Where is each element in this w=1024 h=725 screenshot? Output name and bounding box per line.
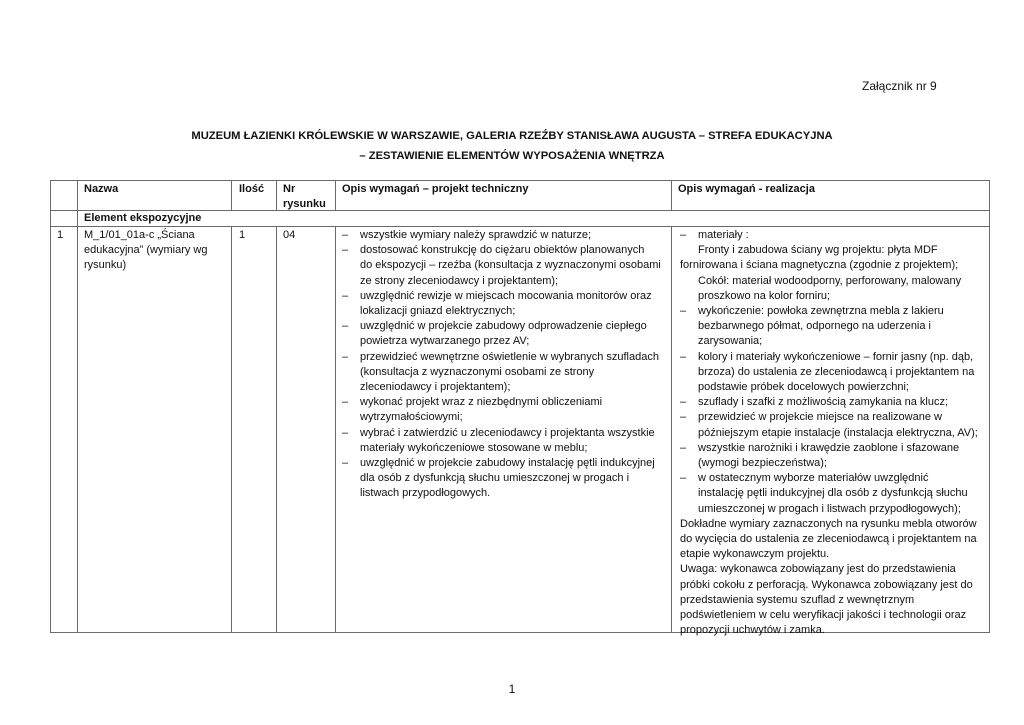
list-line: [342, 274, 661, 289]
list-line-text: (wymogi bezpieczeństwa);: [698, 457, 827, 470]
nazwa-line: M_1/01_01a-c „Ściana: [84, 229, 195, 241]
list-line: [680, 593, 978, 608]
list-line-text: uwzględnić w projekcie zabudowy instalację pętli indukcyjnej: [360, 457, 655, 470]
list-line: [680, 517, 978, 532]
list-line: [680, 289, 978, 304]
list-line: [342, 486, 661, 501]
table-col-divider-2-top: [231, 180, 232, 210]
list-line: [680, 547, 978, 562]
bullet-dash: –: [680, 411, 687, 424]
header-ilosc: Ilość: [239, 183, 265, 195]
table-col-divider-3-top: [276, 180, 277, 210]
list-line: [680, 471, 978, 486]
list-line: [680, 228, 978, 243]
bullet-dash: –: [342, 426, 349, 439]
list-line: [680, 334, 978, 349]
table-col-divider-5-bottom: [671, 226, 672, 633]
list-line: [680, 319, 978, 334]
list-line-text: przedstawienia systemu szuflad z wewnętrznym: [680, 593, 915, 606]
list-line: [680, 562, 978, 577]
list-line: [680, 304, 978, 319]
nazwa-line: rysunku): [84, 259, 127, 272]
list-line: [342, 228, 661, 243]
list-line-text: brzoza) do ustalenia ze zleceniodawcą i projektantem na: [698, 365, 975, 378]
list-line: [680, 410, 978, 425]
bullet-dash: –: [680, 305, 687, 318]
list-line-text: próbki cokołu z perforacją. Wykonawca zobowiązany jest do: [680, 578, 973, 591]
row-opis-realizacja: [680, 228, 978, 638]
list-line: [680, 350, 978, 365]
row-ilosc: 1: [239, 229, 246, 241]
list-line-text: powietrza wytwarzanego przez AV;: [360, 335, 530, 348]
header-opis-realizacja: Opis wymagań - realizacja: [678, 183, 815, 195]
list-line-text: szuflady i szafki z możliwością zamykania na klucz;: [698, 396, 949, 409]
list-line-text: wykończenie: powłoka zewnętrzna mebla z lakieru: [698, 305, 944, 318]
list-line-text: bezbarwnego półmat, odpornego na uderzenia i: [698, 320, 931, 333]
bullet-dash: –: [680, 396, 687, 409]
list-line-text: ze strony zleceniodawcy i projektantem);: [360, 274, 559, 287]
list-line-text: wybrać i zatwierdzić u zleceniodawcy i projektanta wszystkie: [360, 426, 655, 439]
list-line-text: przewidzieć wewnętrzne oświetlenie w wybranych szufladach: [360, 350, 659, 363]
list-line: [680, 365, 978, 380]
document-title: [0, 126, 1024, 166]
bullet-dash: –: [680, 472, 687, 485]
list-line-text: instalację pętli indukcyjnej dla osób z dysfunkcją słuchu: [698, 487, 968, 500]
page-number: 1: [508, 682, 516, 696]
list-line: [680, 456, 978, 471]
list-line-text: materiały :: [698, 229, 749, 241]
section-label: Element ekspozycyjne: [84, 212, 202, 224]
table-border-left: [50, 180, 51, 633]
table-col-divider-5-top: [671, 180, 672, 210]
header-nr-line-2: rysunku: [283, 198, 326, 211]
list-line-text: wszystkie narożniki i krawędzie zaoblone i sfazowane: [698, 441, 960, 454]
list-line-text: zarysowania;: [698, 335, 763, 348]
list-line-text: proszkowo na kolor forniru;: [698, 289, 831, 302]
table-border-right: [989, 180, 990, 633]
list-line: [680, 502, 978, 517]
title-line-2: – ZESTAWIENIE ELEMENTÓW WYPOSAŻENIA WNĘTRZA: [359, 150, 665, 162]
bullet-dash: –: [342, 244, 349, 257]
list-line: [680, 441, 978, 456]
list-line-text: przewidzieć w projekcie miejsce na realizowane w: [698, 411, 942, 424]
list-line-text: Cokół: materiał wodoodporny, perforowany, malowany: [698, 274, 962, 287]
bullet-dash: –: [342, 320, 349, 333]
bullet-dash: –: [680, 229, 687, 241]
row-opis-techniczny: [342, 228, 661, 502]
nazwa-line: edukacyjna” (wymiary wg: [84, 244, 208, 257]
list-line-text: do ekspozycji – rzeźba (konsultacja z wyznaczonymi osobami: [360, 259, 661, 272]
list-line-text: Fronty i zabudowa ściany wg projektu: płyta MDF: [698, 244, 938, 257]
list-line-text: wykonać projekt wraz z niezbędnymi obliczeniami: [360, 396, 603, 409]
list-line: [342, 380, 661, 395]
header-opis-techniczny: Opis wymagań – projekt techniczny: [342, 183, 529, 195]
list-line: [342, 304, 661, 319]
list-line-text: późniejszym etapie instalacje (instalacja elektryczna, AV);: [698, 426, 978, 439]
list-line: [680, 578, 978, 593]
row-lp: 1: [57, 229, 64, 241]
list-line-text: propozycji uchwytów i zamka.: [680, 624, 825, 637]
list-line-text: wytrzymałościowymi;: [360, 411, 463, 424]
table-col-divider-4-top: [335, 180, 336, 210]
list-line: [342, 441, 661, 456]
list-line-text: Dokładne wymiary zaznaczonych na rysunku mebla otworów: [680, 517, 977, 530]
list-line-text: do wycięcia do ustalenia ze zleceniodawcą i projektantem na: [680, 533, 977, 546]
list-line: [680, 258, 978, 273]
bullet-dash: –: [342, 289, 349, 302]
list-line-text: podstawie próbek docelowych powierzchni;: [698, 381, 909, 394]
list-line-text: uwzględnić w projekcie zabudowy odprowadzenie ciepłego: [360, 320, 647, 333]
list-line-text: dla osób z dysfunkcją słuchu umieszczonej w progach i: [360, 472, 630, 485]
list-line: [680, 395, 978, 410]
list-line: [342, 456, 661, 471]
list-line-text: uwzględnić rewizje w miejscach mocowania monitorów oraz: [360, 289, 652, 302]
bullet-dash: –: [342, 350, 349, 363]
list-line: [680, 486, 978, 501]
list-line-text: listwach przypodłogowych.: [360, 487, 491, 500]
list-line: [680, 380, 978, 395]
list-line-text: etapie wykonawczym projektu.: [680, 548, 830, 561]
bullet-dash: –: [342, 229, 349, 241]
table-col-divider-3-bottom: [276, 226, 277, 633]
list-line: [680, 274, 978, 289]
table-col-divider-1: [77, 180, 78, 633]
list-line: [680, 243, 978, 258]
list-line-text: zleceniodawcy i projektantem);: [360, 381, 511, 394]
list-line: [680, 532, 978, 547]
bullet-dash: –: [680, 441, 687, 454]
list-line: [342, 365, 661, 380]
list-line: [680, 608, 978, 623]
list-line-text: dostosować konstrukcję do ciężaru obiektów planowanych: [360, 244, 645, 257]
bullet-dash: –: [342, 396, 349, 409]
list-line-text: umieszczonej w progach i listwach przypodłogowych);: [698, 502, 961, 515]
bullet-dash: –: [342, 457, 349, 470]
list-line: [342, 426, 661, 441]
table-col-divider-2-bottom: [231, 226, 232, 633]
table-col-divider-4-bottom: [335, 226, 336, 633]
list-line: [342, 350, 661, 365]
header-nazwa: Nazwa: [84, 183, 119, 195]
list-line: [342, 289, 661, 304]
annex-label: Załącznik nr 9: [862, 79, 937, 93]
list-line: [680, 426, 978, 441]
row-nr-rysunku: 04: [283, 229, 296, 241]
header-nr-rysunku: [283, 182, 326, 212]
title-line-1: MUZEUM ŁAZIENKI KRÓLEWSKIE W WARSZAWIE, GALERIA RZEŹBY STANISŁAWA AUGUSTA – STREFA EDUKACYJNA: [191, 130, 833, 142]
list-line-text: Uwaga: wykonawca zobowiązany jest do przedstawienia: [680, 563, 956, 576]
header-nr-line-1: Nr: [283, 183, 296, 195]
list-line-text: wszystkie wymiary należy sprawdzić w naturze;: [360, 229, 592, 241]
list-line: [342, 395, 661, 410]
row-nazwa: [84, 228, 207, 274]
list-line: [342, 243, 661, 258]
list-line-text: (konsultacja z wyznaczonymi osobami ze strony: [360, 365, 595, 378]
list-line-text: materiały wykończeniowe stosowane w meblu;: [360, 441, 588, 454]
list-line-text: fornirowana i ściana magnetyczna (zgodnie z projektem);: [680, 259, 959, 272]
list-line: [342, 334, 661, 349]
list-line: [680, 623, 978, 638]
list-line: [342, 258, 661, 273]
list-line-text: lokalizacji gniazd elektrycznych;: [360, 305, 516, 318]
list-line-text: podświetleniem w celu weryfikacji jakości i technologii oraz: [680, 609, 967, 622]
list-line: [342, 319, 661, 334]
table-border-top: [50, 180, 990, 181]
list-line-text: kolory i materiały wykończeniowe – fornir jasny (np. dąb,: [698, 350, 974, 363]
list-line: [342, 410, 661, 425]
bullet-dash: –: [680, 350, 687, 363]
list-line-text: w ostatecznym wyborze materiałów uwzględnić: [698, 472, 929, 485]
list-line: [342, 471, 661, 486]
